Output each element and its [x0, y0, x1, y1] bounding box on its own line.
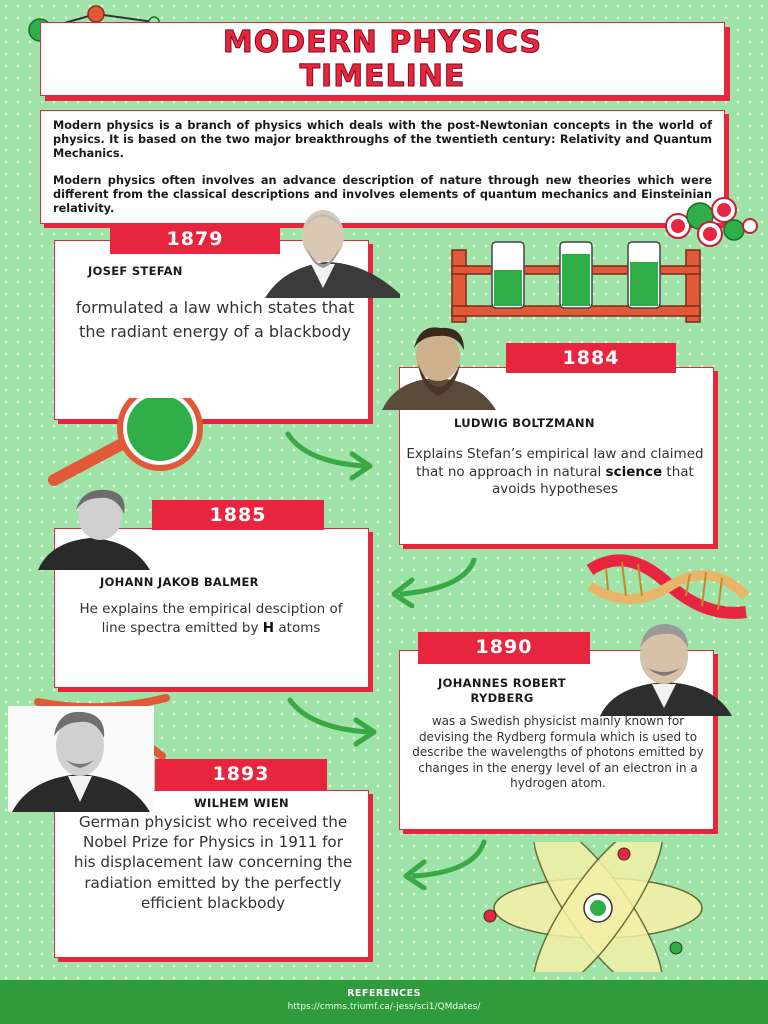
event-description-1890: was a Swedish physicist mainly known for devising the Rydberg formula which is used to describe the wavelengths of photons emitted by changes in the energy level of an electron in a hydrogen atom. — [412, 714, 704, 790]
scientist-name-boltzmann: LUDWIG BOLTZMANN — [454, 416, 595, 430]
portrait-icon — [376, 326, 502, 410]
portrait-icon — [594, 618, 736, 716]
event-description-1879: formulated a law which states that the radiant energy of a blackbody — [75, 298, 355, 341]
atom-icon — [478, 842, 718, 972]
magnifier-icon — [44, 398, 212, 486]
scientist-name-stefan: JOSEF STEFAN — [88, 264, 183, 278]
portrait-icon — [8, 706, 154, 812]
portrait-icon — [36, 488, 152, 570]
event-description-1884: Explains Stefan’s empirical law and claimed that no approach in natural science that avoids hypotheses — [406, 446, 704, 498]
arrow-icon — [282, 694, 386, 748]
references-heading: REFERENCES — [347, 988, 421, 999]
event-description-1893: German physicist who received the Nobel Prize for Physics in 1911 for his displacement law concerning the radiation emitted by the perfectly efficient blackbody — [73, 813, 353, 912]
year-badge-1879: 1879 — [110, 224, 280, 254]
intro-paragraph-2: Modern physics often involves an advance description of nature through new theories which were different from the classical descriptions and involves elements of quantum mechanics and Einsteinian relativity. — [53, 174, 712, 215]
scientist-name-balmer: JOHANN JAKOB BALMER — [100, 575, 259, 589]
portrait-icon — [255, 206, 410, 298]
year-badge-1890: 1890 — [418, 632, 590, 664]
scientist-name-rydberg: JOHANNES ROBERT RYDBERG — [438, 676, 566, 705]
year-badge-1893: 1893 — [155, 759, 327, 791]
page-title-line2: TIMELINE — [299, 59, 466, 94]
intro-paragraph-1: Modern physics is a branch of physics which deals with the post-Newtonian concepts in the world of physics. It is based on the two major breakthroughs of the twentieth century: Relativity and Quantum Mechanics. — [53, 119, 712, 160]
event-description-1885: He explains the empirical desciption of line spectra emitted by H atoms — [79, 601, 343, 636]
reference-link[interactable]: https://cmms.triumf.ca/-jess/sci1/QMdates/ — [287, 1002, 481, 1012]
title-banner — [40, 22, 725, 96]
arrow-icon — [384, 554, 484, 608]
arrow-icon — [280, 428, 380, 482]
page-title-line1: MODERN PHYSICS — [222, 25, 543, 60]
references-footer — [0, 980, 768, 1024]
test-tubes-icon — [450, 236, 706, 326]
year-badge-1885: 1885 — [152, 500, 324, 530]
scientist-name-wien: WILHEM WIEN — [194, 796, 289, 810]
year-badge-1884: 1884 — [506, 343, 676, 373]
